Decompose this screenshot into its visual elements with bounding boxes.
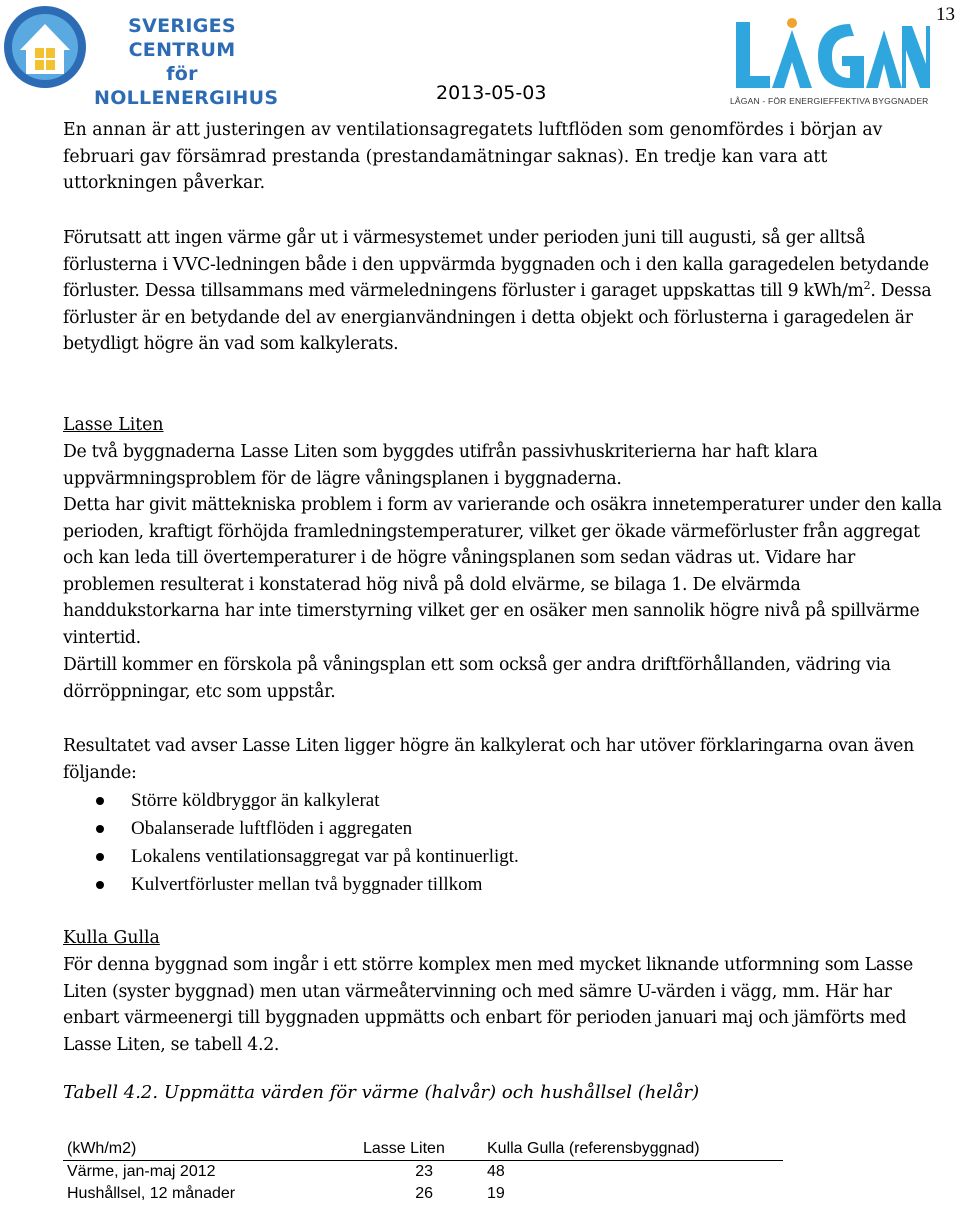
list-item (96, 843, 519, 871)
paragraph-lasse-2: Detta har givit mättekniska problem i form av varierande och osäkra innetemperaturer under den kalla perioden, kraftigt förhöjda framledningstemperaturer, vilket ger ökade värmeförluster från aggregat och kan leda till övertemperaturer i de högre våningsplanen som sedan vädras ut. Vidare har problemen resulterat i konstaterad hög nivå på dold elvärme, se bilaga 1. De elvärmda handdukstorkarna har inte timerstyrning vilket ger en osäker men sannolik högre nivå på spillvärme vintertid. (63, 495, 942, 648)
bullet-icon (96, 797, 104, 805)
bullet-icon (96, 825, 104, 833)
org-name (94, 14, 279, 110)
table-cell: 23 (415, 1163, 433, 1180)
table-cell: 19 (487, 1185, 505, 1202)
table-header-row (63, 1138, 783, 1161)
paragraph-lasse-3: Därtill kommer en förskola på våningsplan ett som också ger andra driftförhållanden, vädring via dörröppningar, etc som uppstår. (63, 655, 891, 702)
list-item-text: Obalanserade luftflöden i aggregaten (131, 818, 413, 839)
paragraph-kulla-1: För denna byggnad som ingår i ett större komplex men med mycket liknande utformning som Lasse Liten (syster byggnad) men utan värmeåtervinning och med sämre U-värden i vägg, mm. Här har enbart värmeenergi till byggnaden uppmätts och enbart för perioden januari maj och jämförts med Lasse Liten, se tabell 4.2. (63, 955, 913, 1055)
table-header-cell: Lasse Liten (363, 1140, 445, 1157)
list-item-text: Lokalens ventilationsaggregat var på kontinuerligt. (131, 846, 519, 867)
table-cell: 48 (487, 1163, 505, 1180)
table-header-cell: (kWh/m2) (67, 1140, 137, 1157)
paragraph-vvc-text-a: Förutsatt att ingen värme går ut i värmesystemet under perioden juni till augusti, så ger alltså förlusterna i VVC-ledningen både i den uppvärmda byggnaden och i den kalla garagedelen betydande förluster. Dessa tillsammans med värmeledningens förluster i garaget uppskattas till 9 kWh/m (63, 228, 929, 302)
lagan-tagline: LÅGAN - FÖR ENERGIEFFEKTIVA BYGGNADER (730, 96, 929, 106)
paragraph-result-intro: Resultatet vad avser Lasse Liten ligger högre än kalkylerat och har utöver förklaringarna ovan även följande: (63, 736, 914, 783)
list-item (96, 871, 519, 899)
heading-lasse-liten: Lasse Liten (63, 415, 164, 435)
heading-kulla-gulla: Kulla Gulla (63, 928, 160, 948)
table-row (63, 1183, 783, 1205)
table-row (63, 1161, 783, 1183)
header-date: 2013-05-03 (436, 82, 547, 104)
bullet-icon (96, 853, 104, 861)
lagan-wordmark-icon (730, 16, 930, 94)
paragraph-lasse-1: De två byggnaderna Lasse Liten som byggdes utifrån passivhuskriterierna har haft klara uppvärmningsproblem för de lägre våningsplanen i byggnaderna. (63, 442, 818, 489)
paragraph-intro: En annan är att justeringen av ventilationsagregatets luftflöden som genomfördes i början av februari gav försämrad prestanda (prestandamätningar saknas). En tredje kan vara att uttorkningen påverkar. (63, 120, 883, 194)
list-item-text: Kulvertförluster mellan två byggnader tillkom (131, 874, 483, 895)
table-cell: Värme, jan-maj 2012 (67, 1163, 216, 1180)
paragraph-vvc-text-b: . Dessa förluster är en betydande del av energianvändningen i detta objekt och förlusterna i garagedelen är betydligt högre än vad som kalkylerats. (63, 281, 932, 355)
table-cell: Hushållsel, 12 månader (67, 1185, 236, 1202)
superscript-2: 2 (863, 279, 871, 293)
org-logo (2, 4, 279, 109)
paragraph-vvc-losses (63, 225, 943, 358)
list-item-text: Större köldbryggor än kalkylerat (131, 790, 380, 811)
bullet-icon (96, 881, 104, 889)
table-header-cell: Kulla Gulla (referensbyggnad) (487, 1140, 700, 1157)
bullet-list (96, 787, 519, 899)
list-item (96, 815, 519, 843)
house-emblem-icon (2, 4, 88, 90)
data-table (63, 1138, 783, 1205)
list-item (96, 787, 519, 815)
table-caption: Tabell 4.2. Uppmätta värden för värme (halvår) och hushållsel (helår) (63, 1082, 700, 1103)
org-name-line2: för (166, 63, 198, 85)
lagan-logo (730, 16, 930, 108)
page-number: 13 (936, 4, 955, 25)
org-name-line3: NOLLENERGIHUS (94, 87, 279, 109)
org-name-line1: SVERIGES CENTRUM (128, 15, 236, 61)
table-cell: 26 (415, 1185, 433, 1202)
